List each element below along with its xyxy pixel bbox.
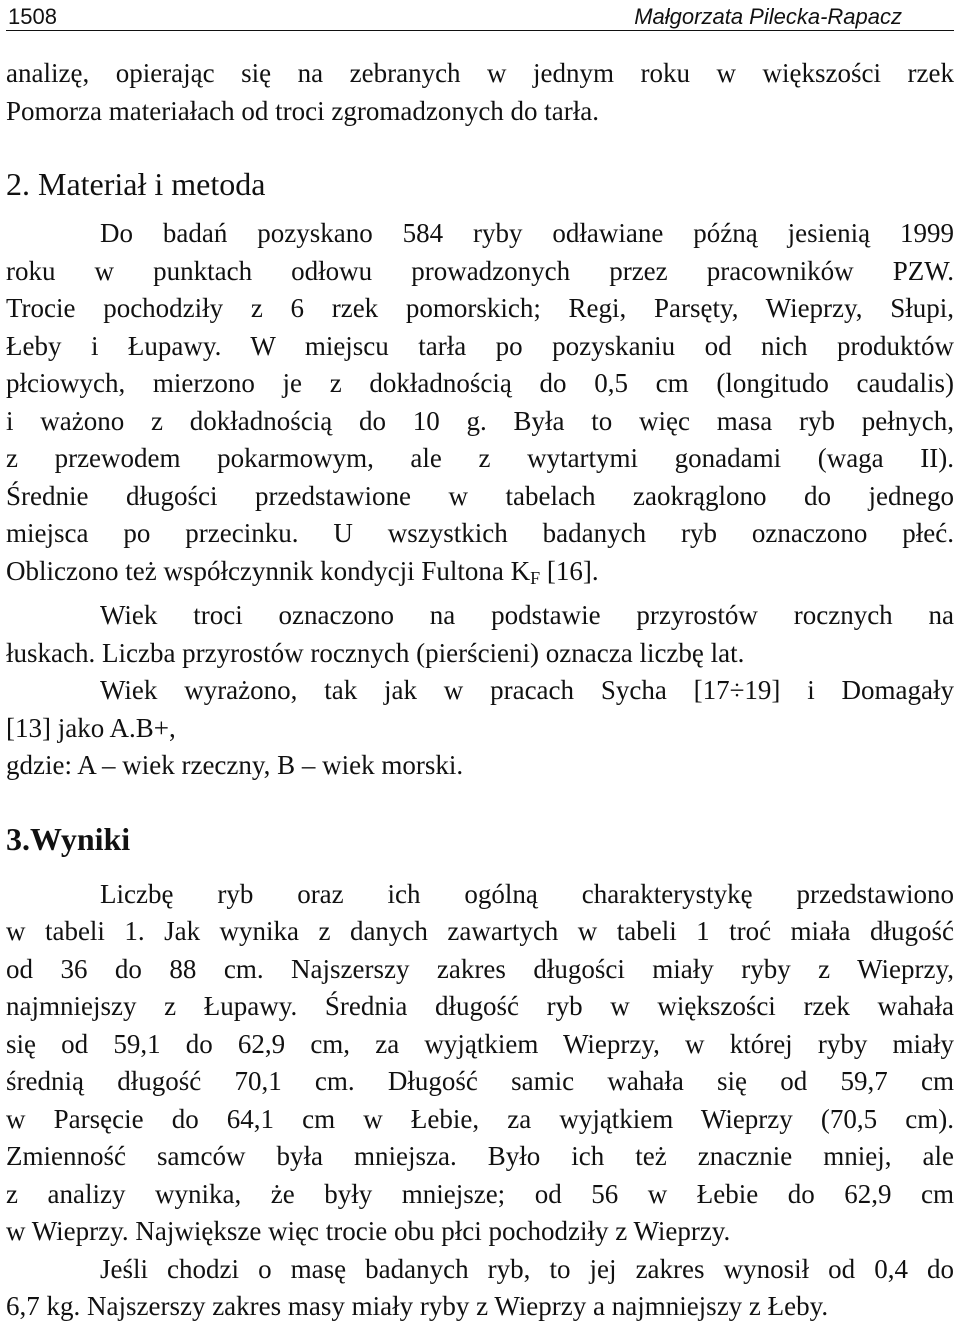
age-paragraph — [6, 597, 954, 672]
section-heading-wyniki: 3.Wyniki — [6, 820, 131, 857]
text-line: średnią długość 70,1 cm. Długość samic wahała się od 59,7 cm — [6, 1066, 954, 1096]
text-line: i ważono z dokładnością do 10 g. Była to więc masa ryb pełnych, — [6, 405, 954, 436]
text-line: Jeśli chodzi o masę badanych ryb, to jej zakres wynosił od 0,4 do — [100, 1253, 954, 1284]
text-line: roku w punktach odłowu prowadzonych przez pracowników PZW. — [6, 255, 954, 286]
text-line: 6,7 kg. Najszerszy zakres masy miały ryby z Wieprzy a najmniejszy z Łeby. — [6, 1291, 829, 1321]
text-line: w tabeli 1. Jak wynika z danych zawartych w tabeli 1 troć miała długość — [6, 916, 954, 946]
text-line: z analizy wynika, że były mniejsze; od 56 w Łebie do 62,9 cm — [6, 1178, 954, 1209]
fulton-text: Obliczono też współczynnik kondycji Fultona K — [6, 555, 531, 586]
text-line: w Wieprzy. Największe więc trocie obu płci pochodziły z Wieprzy. — [6, 1216, 731, 1246]
fulton-citation: [16]. — [540, 555, 599, 586]
text-line: płciowych, mierzono je z dokładnością do 0,5 cm (longitudo caudalis) — [6, 368, 954, 398]
text-line: Do badań pozyskano 584 ryby odławiane późną jesienią 1999 — [100, 218, 954, 248]
text-line: Średnie długości przedstawione w tabelach zaokrąglono do jednego — [6, 480, 954, 511]
section-heading-material-metoda: 2. Materiał i metoda — [6, 166, 266, 202]
text-line: Pomorza materiałach od troci zgromadzonych do tarła. — [6, 95, 600, 126]
age-notation-paragraph — [6, 672, 954, 785]
text-line: Łeby i Łupawy. W miejscu tarła po pozyskaniu od nich produktów — [6, 330, 954, 361]
text-line: Zmienność samców była mniejsza. Było ich też znacznie mniej, ale — [6, 1141, 954, 1171]
text-line: Wiek troci oznaczono na podstawie przyrostów rocznych na — [100, 600, 954, 630]
text-line: gdzie: A – wiek rzeczny, B – wiek morski. — [6, 750, 464, 780]
page-number: 1508 — [8, 4, 57, 29]
text-line: się od 59,1 do 62,9 cm, za wyjątkiem Wieprzy, w której ryby miały — [6, 1028, 954, 1059]
text-line: w Parsęcie do 64,1 cm w Łebie, za wyjątkiem Wieprzy (70,5 cm). — [6, 1103, 954, 1134]
text-line: [13] jako A.B+, — [6, 712, 176, 743]
running-author: Małgorzata Pilecka-Rapacz — [634, 4, 902, 29]
text-line: łuskach. Liczba przyrostów rocznych (pierścieni) oznacza liczbę lat. — [6, 637, 745, 668]
text-line: Liczbę ryb oraz ich ogólną charakterystykę przedstawiono — [100, 878, 954, 909]
text-line: miejsca po przecinku. U wszystkich badanych ryb oznaczono płeć. — [6, 518, 954, 548]
text-line-fulton — [6, 553, 954, 598]
fulton-subscript: F — [530, 567, 541, 588]
text-line: od 36 do 88 cm. Najszerszy zakres długości miały ryby z Wieprzy, — [6, 953, 954, 984]
methods-paragraph — [6, 215, 954, 597]
intro-paragraph — [6, 55, 954, 130]
text-line: z przewodem pokarmowym, ale z wytartymi gonadami (waga II). — [6, 443, 954, 473]
text-line: Trocie pochodziły z 6 rzek pomorskich; Regi, Parsęty, Wieprzy, Słupi, — [6, 293, 954, 323]
text-line: najmniejszy z Łupawy. Średnia długość ryb w większości rzek wahała — [6, 991, 954, 1021]
results-paragraph — [6, 876, 954, 1251]
running-header — [6, 0, 954, 31]
text-line: Wiek wyrażono, tak jak w pracach Sycha [17÷19] i Domagały — [100, 675, 954, 705]
text-line: analizę, opierając się na zebranych w jednym roku w większości rzek — [6, 58, 954, 88]
mass-paragraph — [6, 1251, 954, 1326]
